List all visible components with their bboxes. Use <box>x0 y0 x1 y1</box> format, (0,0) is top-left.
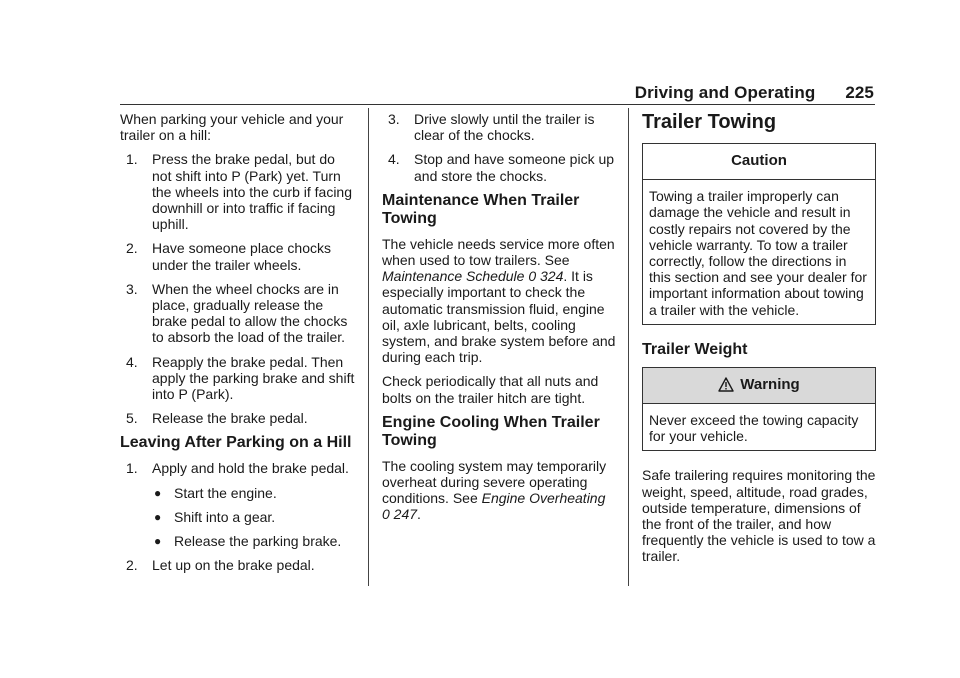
engine-cooling-paragraph: The cooling system may temporarily overheat during severe operating conditions. See Engine Overheating 0 247. <box>382 457 607 523</box>
step-3: 3. When the wheel chocks are in place, gradually release the brake pedal to allow the chocks to absorb the load of the trailer. <box>126 280 348 346</box>
warning-text: Never exceed the towing capacity for your vehicle. <box>649 412 859 445</box>
bullet-icon: ● <box>154 534 162 549</box>
page-header <box>635 83 874 103</box>
trailer-towing-title: Trailer Towing <box>642 111 777 133</box>
step-4: 4. Reapply the brake pedal. Then apply the parking brake and shift into P (Park). <box>126 353 355 403</box>
maintenance-heading: Maintenance When Trailer Towing <box>382 191 580 227</box>
column-1 <box>120 111 356 581</box>
page-number: 225 <box>845 83 874 102</box>
leave-step-1: 1. Apply and hold the brake pedal. <box>126 460 349 477</box>
engine-overheating-link[interactable]: Engine Overheating <box>481 490 606 507</box>
bullet-item: ● Shift into a gear. <box>154 508 276 525</box>
caution-title: Caution <box>643 144 875 180</box>
safe-trailering-paragraph: Safe trailering requires monitoring the weight, speed, altitude, road grades, outside temperature, dimensions of the front of the trailer, and how frequently the vehicle is used to tow a trailer. <box>642 467 876 565</box>
maintenance-paragraph: The vehicle needs service more often when used to tow trailers. See Maintenance Schedule 0 324. It is especially important to check the automatic transmission fluid, engine oil, axle lubricant, belts, cooling system, and brake system before and during each trip. <box>382 235 616 366</box>
header-rule <box>120 104 875 105</box>
column-divider-2 <box>628 108 629 586</box>
warning-title: Warning <box>740 375 800 393</box>
bullet-item: ● Start the engine. <box>154 484 277 501</box>
step-4-continued: 4. Stop and have someone pick up and store the chocks. <box>388 151 615 184</box>
section-title: Driving and Operating <box>634 83 816 102</box>
engine-cooling-heading: Engine Cooling When Trailer Towing <box>382 413 600 449</box>
caution-box <box>642 143 876 325</box>
hill-parking-intro: When parking your vehicle and your trailer on a hill: <box>120 111 344 144</box>
maintenance-page-ref[interactable]: 0 324 <box>524 268 564 285</box>
step-2: 2. Have someone place chocks under the trailer wheels. <box>126 240 331 273</box>
caution-text: Towing a trailer improperly can damage the vehicle and result in costly repairs not covered by the vehicle warranty. To tow a trailer correctly, follow the directions in this section and see your dealer for important information about towing a trailer with the vehicle. <box>649 188 867 318</box>
warning-box <box>642 367 876 452</box>
hitch-check-paragraph: Check periodically that all nuts and bolts on the trailer hitch are tight. <box>382 373 599 406</box>
bullet-item: ● Release the parking brake. <box>154 533 342 550</box>
maintenance-schedule-link[interactable]: Maintenance Schedule <box>382 268 525 285</box>
warning-triangle-icon <box>718 377 734 392</box>
column-divider-1 <box>368 108 369 586</box>
trailer-weight-heading: Trailer Weight <box>642 340 748 358</box>
step-5: 5. Release the brake pedal. <box>126 410 308 427</box>
step-1: 1. Press the brake pedal, but do not shift into P (Park) yet. Turn the wheels into the curb if facing downhill or into traffic if facing uphill. <box>126 151 353 233</box>
column-3 <box>642 111 876 573</box>
step-3-continued: 3. Drive slowly until the trailer is clear of the chocks. <box>388 111 595 144</box>
warning-header <box>643 368 875 404</box>
bullet-icon: ● <box>154 509 162 524</box>
leaving-hill-heading: Leaving After Parking on a Hill <box>120 434 352 452</box>
column-2 <box>382 111 616 531</box>
leave-step-2: 2. Let up on the brake pedal. <box>126 557 315 574</box>
overheating-page-ref[interactable]: 0 247 <box>382 506 418 523</box>
bullet-icon: ● <box>154 485 162 500</box>
